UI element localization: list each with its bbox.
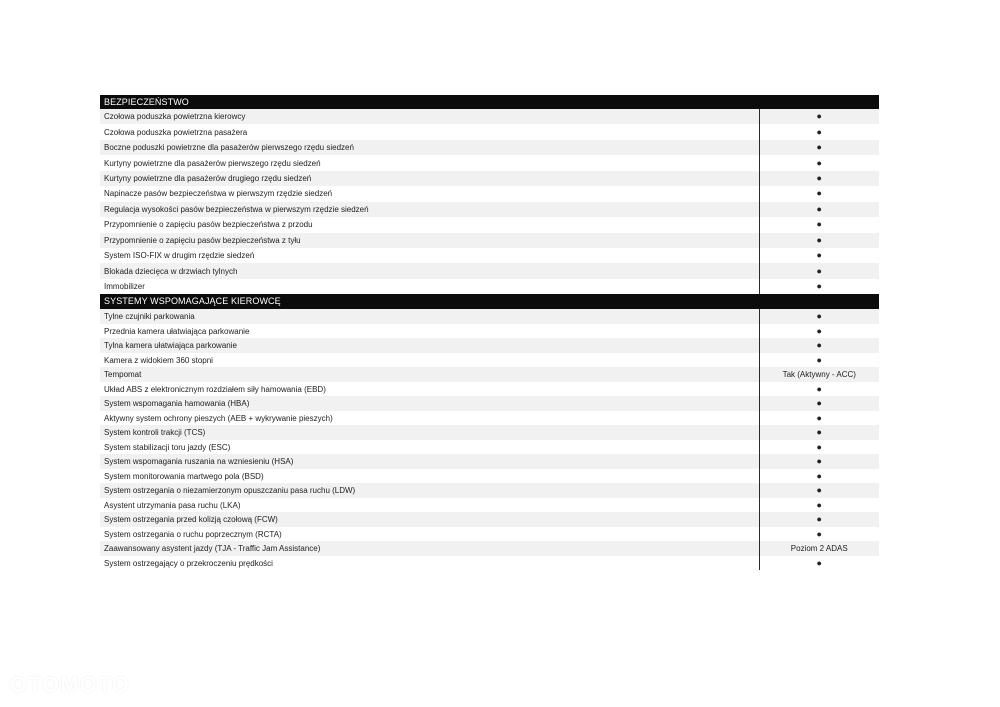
table-row	[100, 263, 879, 278]
feature-label: Tempomat	[100, 367, 759, 382]
table-row	[100, 155, 879, 170]
feature-label: Tylne czujniki parkowania	[100, 309, 759, 324]
feature-included-dot: ●	[759, 248, 879, 263]
table-row	[100, 140, 879, 155]
feature-label: System monitorowania martwego pola (BSD)	[100, 469, 759, 484]
feature-included-dot: ●	[759, 425, 879, 440]
table-row	[100, 425, 879, 440]
feature-label: Przypomnienie o zapięciu pasów bezpieczeństwa z przodu	[100, 217, 759, 232]
table-row	[100, 353, 879, 368]
table-row	[100, 186, 879, 201]
equipment-spec-table	[100, 95, 879, 570]
feature-label: Czołowa poduszka powietrzna kierowcy	[100, 109, 759, 124]
feature-label: Regulacja wysokości pasów bezpieczeństwa w pierwszym rzędzie siedzeń	[100, 202, 759, 217]
section-title: SYSTEMY WSPOMAGAJĄCE KIEROWCĘ	[100, 294, 879, 309]
feature-label: System kontroli trakcji (TCS)	[100, 425, 759, 440]
feature-included-dot: ●	[759, 454, 879, 469]
feature-included-dot: ●	[759, 396, 879, 411]
table-row	[100, 279, 879, 294]
feature-included-dot: ●	[759, 324, 879, 339]
table-row	[100, 483, 879, 498]
feature-label: System wspomagania ruszania na wzniesieniu (HSA)	[100, 454, 759, 469]
feature-value: Poziom 2 ADAS	[759, 541, 879, 556]
feature-label: System ISO-FIX w drugim rzędzie siedzeń	[100, 248, 759, 263]
table-row	[100, 527, 879, 542]
table-row	[100, 109, 879, 124]
feature-label: Układ ABS z elektronicznym rozdziałem siły hamowania (EBD)	[100, 382, 759, 397]
table-row	[100, 512, 879, 527]
feature-included-dot: ●	[759, 512, 879, 527]
table-row	[100, 367, 879, 382]
feature-included-dot: ●	[759, 338, 879, 353]
feature-included-dot: ●	[759, 382, 879, 397]
feature-included-dot: ●	[759, 556, 879, 571]
feature-included-dot: ●	[759, 498, 879, 513]
table-row	[100, 338, 879, 353]
feature-label: Napinacze pasów bezpieczeństwa w pierwszym rzędzie siedzeń	[100, 186, 759, 201]
feature-included-dot: ●	[759, 309, 879, 324]
feature-label: Czołowa poduszka powietrzna pasażera	[100, 124, 759, 139]
feature-included-dot: ●	[759, 263, 879, 278]
feature-included-dot: ●	[759, 353, 879, 368]
table-row	[100, 440, 879, 455]
table-row	[100, 382, 879, 397]
feature-value: Tak (Aktywny - ACC)	[759, 367, 879, 382]
section-header	[100, 294, 879, 309]
feature-label: Boczne poduszki powietrzne dla pasażerów pierwszego rzędu siedzeń	[100, 140, 759, 155]
feature-label: Przypomnienie o zapięciu pasów bezpieczeństwa z tyłu	[100, 233, 759, 248]
feature-label: System ostrzegający o przekroczeniu prędkości	[100, 556, 759, 571]
table-row	[100, 396, 879, 411]
table-row	[100, 309, 879, 324]
feature-included-dot: ●	[759, 186, 879, 201]
feature-label: Kurtyny powietrzne dla pasażerów drugiego rzędu siedzeń	[100, 171, 759, 186]
table-row	[100, 171, 879, 186]
feature-included-dot: ●	[759, 109, 879, 124]
feature-label: Przednia kamera ułatwiająca parkowanie	[100, 324, 759, 339]
table-row	[100, 454, 879, 469]
feature-label: Tylna kamera ułatwiająca parkowanie	[100, 338, 759, 353]
feature-included-dot: ●	[759, 171, 879, 186]
feature-included-dot: ●	[759, 140, 879, 155]
section-driver-assistance	[100, 294, 879, 570]
table-row	[100, 411, 879, 426]
feature-label: System wspomagania hamowania (HBA)	[100, 396, 759, 411]
feature-included-dot: ●	[759, 440, 879, 455]
feature-included-dot: ●	[759, 217, 879, 232]
table-row	[100, 217, 879, 232]
feature-label: Aktywny system ochrony pieszych (AEB + wykrywanie pieszych)	[100, 411, 759, 426]
feature-label: System stabilizacji toru jazdy (ESC)	[100, 440, 759, 455]
feature-included-dot: ●	[759, 469, 879, 484]
feature-label: System ostrzegania o ruchu poprzecznym (RCTA)	[100, 527, 759, 542]
feature-label: System ostrzegania o niezamierzonym opuszczaniu pasa ruchu (LDW)	[100, 483, 759, 498]
section-header	[100, 95, 879, 109]
table-row	[100, 202, 879, 217]
feature-label: Asystent utrzymania pasa ruchu (LKA)	[100, 498, 759, 513]
feature-included-dot: ●	[759, 233, 879, 248]
table-row	[100, 556, 879, 571]
table-row	[100, 324, 879, 339]
feature-label: Kamera z widokiem 360 stopni	[100, 353, 759, 368]
watermark-logo: OTOMOTO	[10, 672, 130, 697]
feature-label: Kurtyny powietrzne dla pasażerów pierwszego rzędu siedzeń	[100, 155, 759, 170]
feature-included-dot: ●	[759, 527, 879, 542]
feature-included-dot: ●	[759, 483, 879, 498]
feature-label: Immobilizer	[100, 279, 759, 294]
feature-included-dot: ●	[759, 124, 879, 139]
table-row	[100, 541, 879, 556]
feature-included-dot: ●	[759, 411, 879, 426]
table-row	[100, 498, 879, 513]
feature-included-dot: ●	[759, 155, 879, 170]
table-row	[100, 124, 879, 139]
feature-included-dot: ●	[759, 202, 879, 217]
table-row	[100, 469, 879, 484]
table-row	[100, 233, 879, 248]
table-row	[100, 248, 879, 263]
feature-label: Blokada dziecięca w drzwiach tylnych	[100, 263, 759, 278]
feature-label: System ostrzegania przed kolizją czołową (FCW)	[100, 512, 759, 527]
feature-included-dot: ●	[759, 279, 879, 294]
feature-label: Zaawansowany asystent jazdy (TJA - Traffic Jam Assistance)	[100, 541, 759, 556]
section-title: BEZPIECZEŃSTWO	[100, 95, 879, 109]
section-safety	[100, 95, 879, 294]
